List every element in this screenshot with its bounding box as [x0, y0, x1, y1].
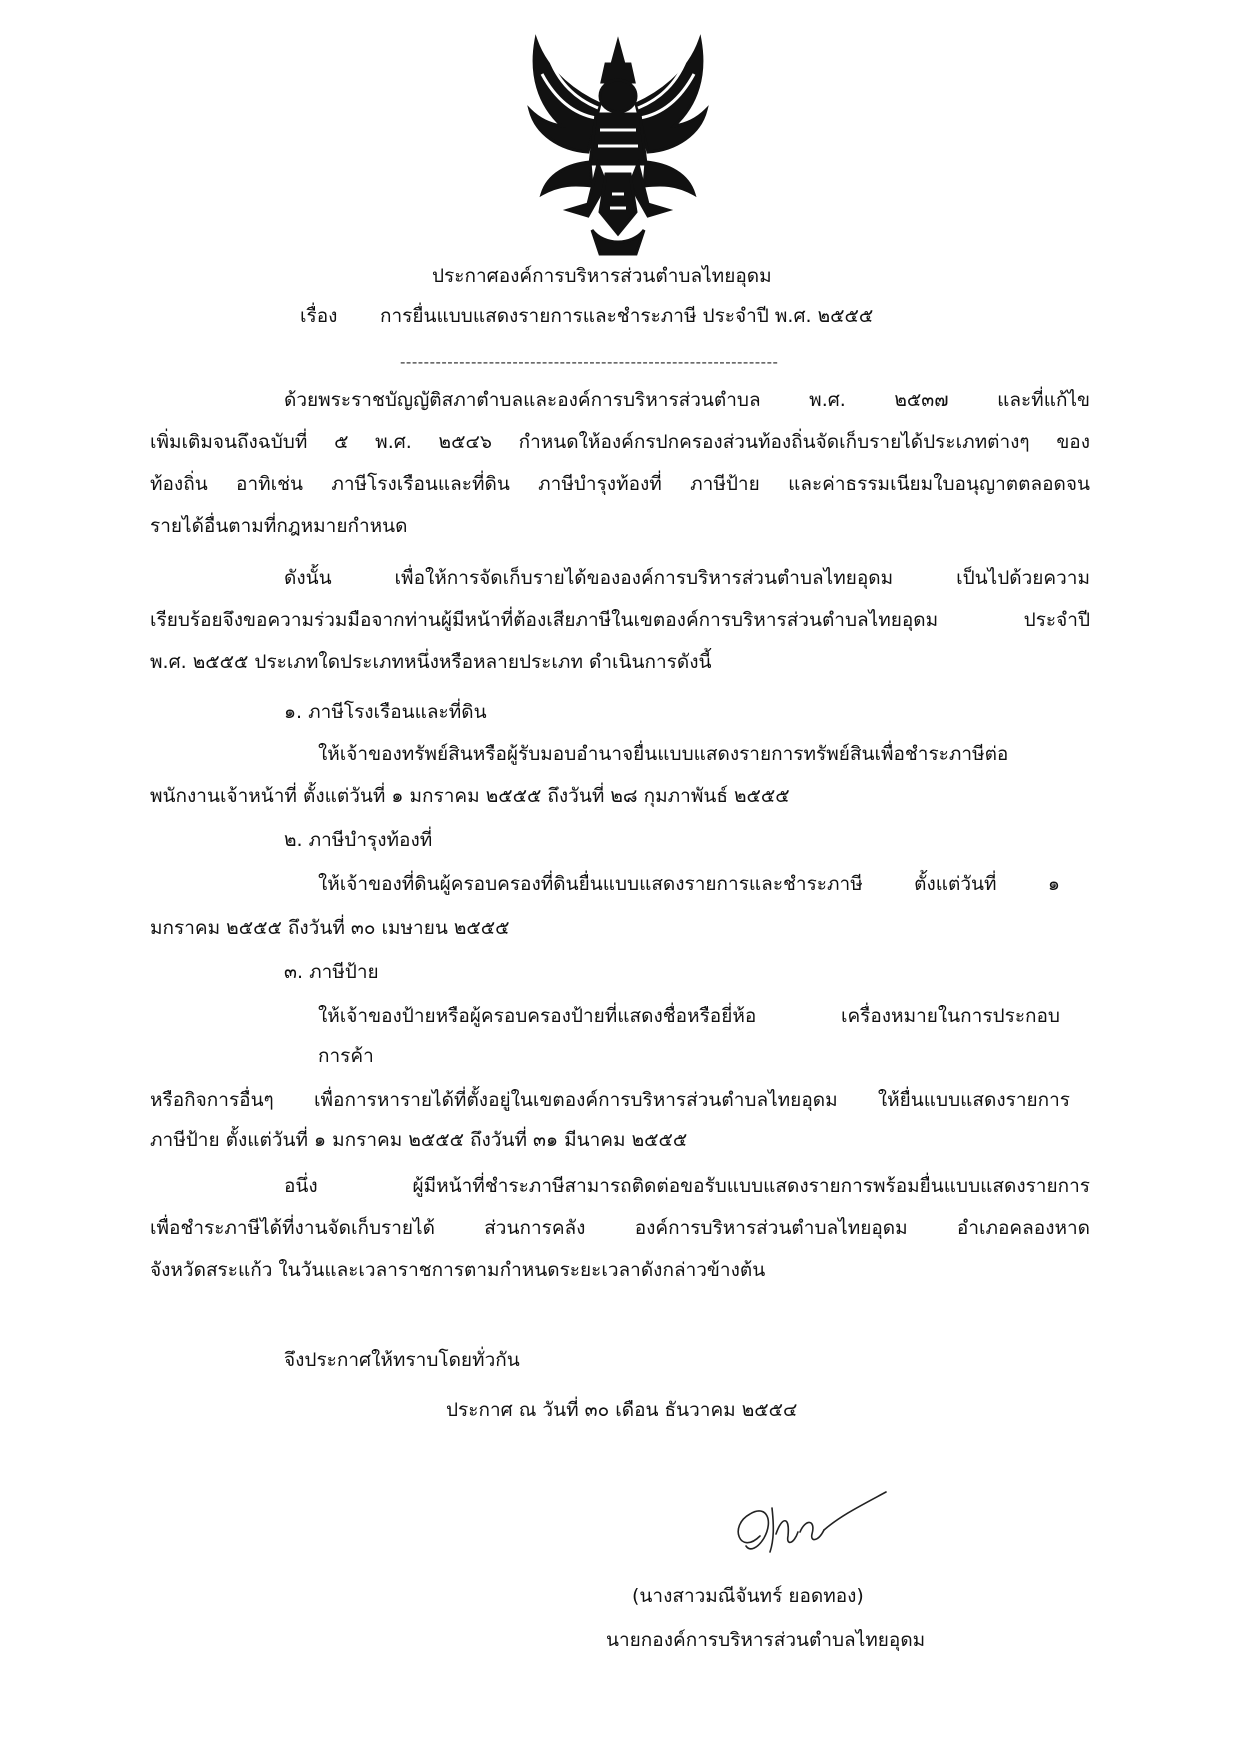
- item-3-line-2: การค้า: [318, 1045, 374, 1067]
- closing-announce: จึงประกาศให้ทราบโดยทั่วกัน: [284, 1349, 520, 1371]
- item-2-heading: ๒. ภาษีบำรุงท้องที่: [284, 829, 433, 851]
- intro-line-2: เพิ่มเติมจนถึงฉบับที่ ๕ พ.ศ. ๒๕๔๖ กำหนดให้องค์กรปกครองส่วนท้องถิ่นจัดเก็บรายได้ประเภทต่างๆ ของ: [150, 431, 1090, 453]
- intro-line-1: ด้วยพระราชบัญญัติสภาตำบลและองค์การบริหารส่วนตำบล พ.ศ. ๒๕๓๗ และที่แก้ไข: [284, 389, 1090, 411]
- intro-line-4: รายได้อื่นตามที่กฎหมายกำหนด: [150, 515, 408, 537]
- item-3-heading: ๓. ภาษีป้าย: [284, 961, 379, 983]
- item-1-heading: ๑. ภาษีโรงเรือนและที่ดิน: [284, 701, 487, 723]
- contact-line-1: อนึ่ง ผู้มีหน้าที่ชำระภาษีสามารถติดต่อขอรับแบบแสดงรายการพร้อมยื่นแบบแสดงรายการ: [284, 1175, 1090, 1197]
- announcement-title: ประกาศองค์การบริหารส่วนตำบลไทยอุดม: [432, 265, 772, 287]
- contact-line-3: จังหวัดสระแก้ว ในวันและเวลาราชการตามกำหนดระยะเวลาดังกล่าวข้างต้น: [150, 1259, 766, 1281]
- subject-text: การยื่นแบบแสดงรายการและชำระภาษี ประจำปี พ.ศ. ๒๕๕๕: [380, 305, 874, 327]
- handwritten-signature-icon: [720, 1486, 890, 1566]
- intro-line-3: ท้องถิ่น อาทิเช่น ภาษีโรงเรือนและที่ดิน ภาษีบำรุงท้องที่ ภาษีป้าย และค่าธรรมเนียมใบอนุญาตตลอดจน: [150, 473, 1090, 495]
- contact-line-2: เพื่อชำระภาษีได้ที่งานจัดเก็บรายได้ ส่วนการคลัง องค์การบริหารส่วนตำบลไทยอุดม อำเภอคลองหาด: [150, 1217, 1090, 1239]
- item-1-line-1: ให้เจ้าของทรัพย์สินหรือผู้รับมอบอำนาจยื่นแบบแสดงรายการทรัพย์สินเพื่อชำระภาษีต่อ: [318, 743, 1009, 765]
- therefore-line-3: พ.ศ. ๒๕๕๕ ประเภทใดประเภทหนึ่งหรือหลายประเภท ดำเนินการดังนี้: [150, 651, 712, 673]
- signer-name: (นางสาวมณีจันทร์ ยอดทอง): [632, 1585, 864, 1607]
- signer-position: นายกองค์การบริหารส่วนตำบลไทยอุดม: [606, 1629, 926, 1651]
- item-3-line-1: ให้เจ้าของป้ายหรือผู้ครอบครองป้ายที่แสดงชื่อหรือยี่ห้อ เครื่องหมายในการประกอบ: [318, 1005, 1060, 1027]
- item-2-line-1: ให้เจ้าของที่ดินผู้ครอบครองที่ดินยื่นแบบแสดงรายการและชำระภาษี ตั้งแต่วันที่ ๑: [318, 873, 1060, 895]
- item-3-line-3: หรือกิจการอื่นๆ เพื่อการหารายได้ที่ตั้งอยู่ในเขตองค์การบริหารส่วนตำบลไทยอุดม ให้ยื่นแบบแสดงรายการ: [150, 1089, 1070, 1111]
- therefore-line-2: เรียบร้อยจึงขอความร่วมมือจากท่านผู้มีหน้าที่ต้องเสียภาษีในเขตองค์การบริหารส่วนตำบลไทยอุดม ประจำปี: [150, 609, 1090, 631]
- announcement-date: ประกาศ ณ วันที่ ๓๐ เดือน ธันวาคม ๒๕๕๔: [446, 1399, 798, 1421]
- item-2-line-2: มกราคม ๒๕๕๕ ถึงวันที่ ๓๐ เมษายน ๒๕๕๕: [150, 917, 510, 939]
- header-divider: ----------------------------------------------------------------: [400, 353, 779, 371]
- therefore-line-1: ดังนั้น เพื่อให้การจัดเก็บรายได้ขององค์การบริหารส่วนตำบลไทยอุดม เป็นไปด้วยความ: [284, 567, 1090, 589]
- item-1-line-2: พนักงานเจ้าหน้าที่ ตั้งแต่วันที่ ๑ มกราคม ๒๕๕๕ ถึงวันที่ ๒๘ กุมภาพันธ์ ๒๕๕๕: [150, 785, 790, 807]
- subject-label: เรื่อง: [300, 305, 338, 327]
- garuda-emblem-icon: [508, 34, 728, 258]
- item-3-line-4: ภาษีป้าย ตั้งแต่วันที่ ๑ มกราคม ๒๕๕๕ ถึงวันที่ ๓๑ มีนาคม ๒๕๕๕: [150, 1129, 688, 1151]
